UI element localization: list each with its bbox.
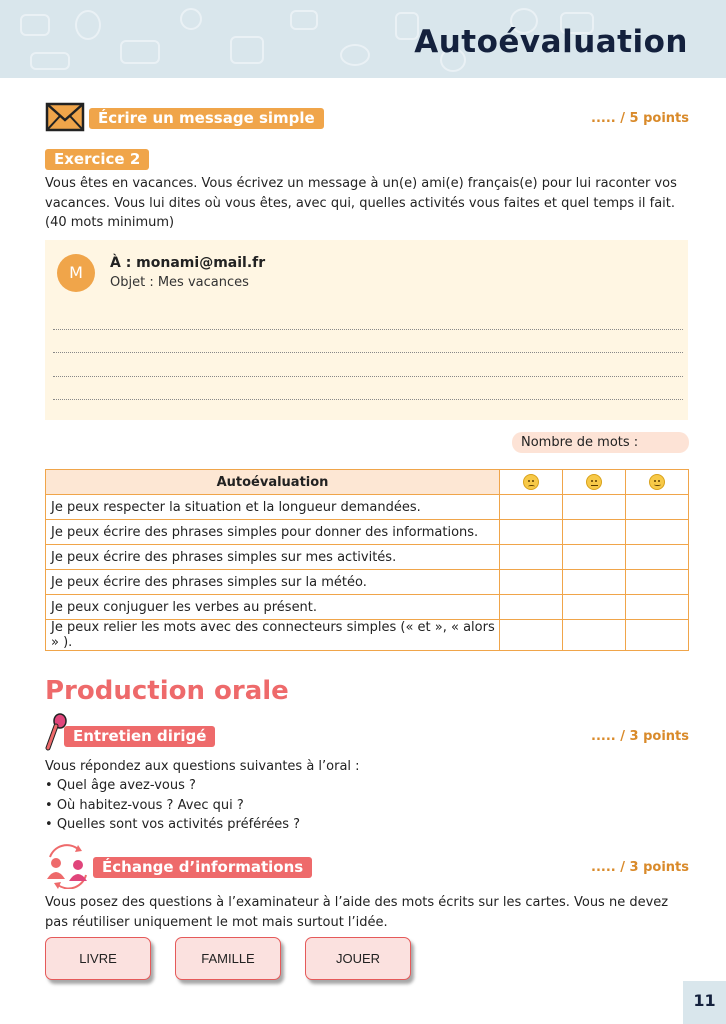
email-subject: Objet : Mes vacances (110, 275, 249, 290)
page-number: 11 (683, 981, 726, 1024)
table-row (46, 620, 689, 651)
checkbox-cell[interactable] (626, 520, 689, 545)
section-title-interview: Entretien dirigé (64, 726, 215, 747)
exercise-instructions: Vous êtes en vacances. Vous écrivez un message à un(e) ami(e) français(e) pour lui raconter vos vacances. Vous lui dites où vous êtes, avec qui, quelles activités vous faites et quel temps il fait. (40 mots minimum) (45, 176, 677, 230)
checkbox-cell[interactable] (500, 595, 563, 620)
list-item: • Où habitez-vous ? Avec qui ? (45, 796, 300, 816)
criterion: Je peux écrire des phrases simples sur mes activités. (46, 545, 500, 570)
writing-line[interactable] (53, 376, 683, 377)
envelope-icon (45, 101, 85, 133)
decorative-doodle (290, 10, 318, 30)
word-card-livre[interactable]: LIVRE (45, 937, 151, 980)
decorative-doodle (340, 44, 370, 66)
happy-face-icon (649, 474, 665, 490)
word-card-famille[interactable]: FAMILLE (175, 937, 281, 980)
people-exchange-icon (44, 843, 92, 889)
criterion: Je peux conjuguer les verbes au présent. (46, 595, 500, 620)
column-happy (626, 470, 689, 495)
checkbox-cell[interactable] (626, 595, 689, 620)
neutral-face-icon (586, 474, 602, 490)
column-sad (500, 470, 563, 495)
table-row (46, 495, 689, 520)
checkbox-cell[interactable] (500, 495, 563, 520)
decorative-doodle (180, 8, 202, 30)
criterion: Je peux relier les mots avec des connecteurs simples (« et », « alors » ). (46, 620, 500, 651)
writing-line[interactable] (53, 399, 683, 400)
self-evaluation-table (45, 469, 689, 651)
criterion: Je peux respecter la situation et la longueur demandées. (46, 495, 500, 520)
exchange-instructions: Vous posez des questions à l’examinateur à l’aide des mots écrits sur les cartes. Vous ne devez pas réutiliser uniquement le mot mais surtout l’idée. (45, 895, 669, 930)
table-row (46, 520, 689, 545)
page-title: Autoévaluation (414, 24, 688, 60)
section-title-exchange: Échange d’informations (93, 857, 312, 878)
checkbox-cell[interactable] (500, 620, 563, 651)
checkbox-cell[interactable] (626, 545, 689, 570)
checkbox-cell[interactable] (626, 620, 689, 651)
table-row (46, 595, 689, 620)
checkbox-cell[interactable] (563, 570, 626, 595)
checkbox-cell[interactable] (563, 595, 626, 620)
decorative-doodle (30, 52, 70, 70)
points-write: ..... / 5 points (591, 111, 689, 126)
checkbox-cell[interactable] (500, 520, 563, 545)
points-interview: ..... / 3 points (591, 729, 689, 744)
checkbox-cell[interactable] (563, 520, 626, 545)
avatar: M (57, 254, 95, 292)
email-recipient: À : monami@mail.fr (110, 255, 266, 271)
list-item: • Quelles sont vos activités préférées ? (45, 815, 300, 835)
checkbox-cell[interactable] (500, 570, 563, 595)
table-row (46, 570, 689, 595)
points-exchange: ..... / 3 points (591, 860, 689, 875)
column-neutral (563, 470, 626, 495)
decorative-doodle (75, 10, 101, 40)
decorative-doodle (120, 40, 160, 64)
table-row (46, 545, 689, 570)
checkbox-cell[interactable] (500, 545, 563, 570)
checkbox-cell[interactable] (626, 495, 689, 520)
checkbox-cell[interactable] (563, 620, 626, 651)
section-heading-oral: Production orale (45, 676, 289, 706)
criterion: Je peux écrire des phrases simples sur la météo. (46, 570, 500, 595)
exercise-label: Exercice 2 (45, 149, 149, 170)
self-eval-header: Autoévaluation (46, 470, 500, 495)
checkbox-cell[interactable] (626, 570, 689, 595)
sad-face-icon (523, 474, 539, 490)
decorative-doodle (20, 14, 50, 36)
word-count-field[interactable]: Nombre de mots : (512, 432, 689, 453)
writing-line[interactable] (53, 329, 683, 330)
email-compose-box (45, 240, 688, 420)
decorative-doodle (230, 36, 264, 64)
list-item: • Quel âge avez-vous ? (45, 776, 300, 796)
word-card-jouer[interactable]: JOUER (305, 937, 411, 980)
section-title-write: Écrire un message simple (89, 108, 324, 129)
checkbox-cell[interactable] (563, 495, 626, 520)
checkbox-cell[interactable] (563, 545, 626, 570)
page-header (0, 0, 726, 78)
interview-intro: Vous répondez aux questions suivantes à l’oral : (45, 759, 360, 774)
question-list (45, 776, 300, 835)
writing-line[interactable] (53, 352, 683, 353)
criterion: Je peux écrire des phrases simples pour donner des informations. (46, 520, 500, 545)
